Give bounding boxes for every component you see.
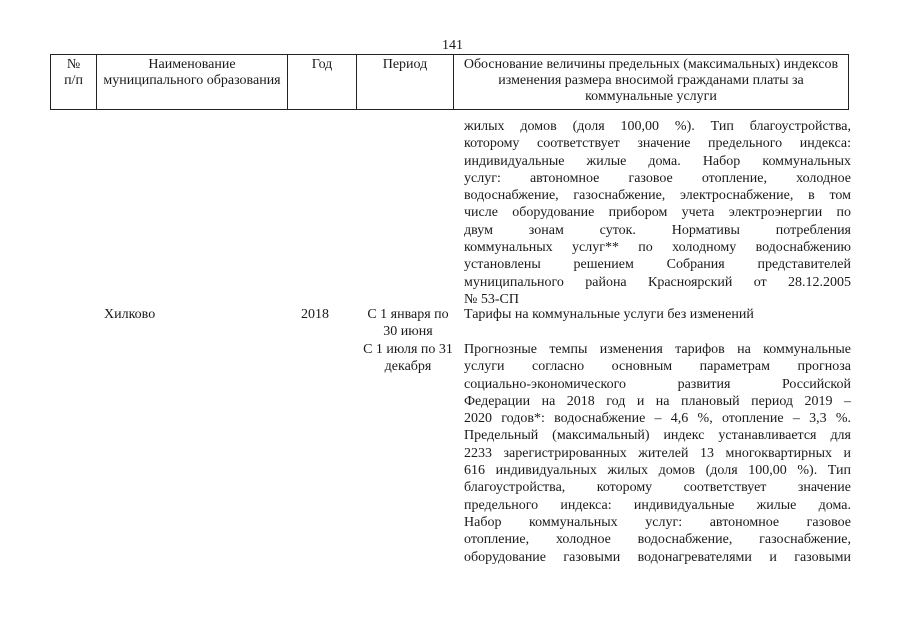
text-line: коммунальных услуг** по холодному водоснабжению <box>464 240 851 256</box>
text-line: установлены решением Собрания представителей <box>464 257 851 273</box>
continuation-basis-text <box>464 118 851 308</box>
table-header <box>50 54 849 110</box>
period-first-half: С 1 января по 30 июня <box>367 307 449 340</box>
text-line: муниципального района Красноярский от 28.12.2005 <box>464 274 851 290</box>
text-line: Набор коммунальных услуг: автономное газовое <box>464 514 851 530</box>
text-line: 2233 зарегистрированных жителей 13 многоквартирных и <box>464 445 851 461</box>
basis-first-half: Тарифы на коммунальные услуги без изменений <box>464 307 754 322</box>
text-line: отопление, холодное водоснабжение, газоснабжение, <box>464 532 851 548</box>
text-line: Федерации на 2018 год и на плановый период 2019 – <box>464 393 851 409</box>
column-header-basis <box>454 55 849 110</box>
text-line: благоустройства, которому соответствует значение <box>464 480 851 496</box>
text-line: Предельный (максимальный) индекс устанавливается для <box>464 428 851 444</box>
row-year: 2018 <box>301 307 329 322</box>
text-line: водоснабжение, газоснабжение, электроснабжение, в том <box>464 188 851 204</box>
column-header-number <box>51 55 97 110</box>
text-line: индивидуальные жилые дома. Набор коммунальных <box>464 153 851 169</box>
column-header-name-label: Наименование муниципального образования <box>103 57 281 88</box>
text-line: предельного индекса: индивидуальные жилые дома. <box>464 497 851 513</box>
basis-second-half <box>464 341 851 566</box>
text-line: № 53-СП <box>464 291 519 307</box>
text-line: 616 индивидуальных жилых домов (доля 100,00 %). Тип <box>464 463 851 479</box>
column-header-year <box>288 55 357 110</box>
text-line: жилых домов (доля 100,00 %). Тип благоустройства, <box>464 119 851 134</box>
text-line: оборудование газовыми водонагревателями и газовыми <box>464 549 851 565</box>
text-line: числе оборудование прибором учета электроэнергии по <box>464 205 851 221</box>
column-header-name <box>97 55 288 110</box>
text-line: социально-экономического развития Российской <box>464 376 851 392</box>
column-header-year-label: Год <box>311 57 333 72</box>
text-line: услуги согласно основным параметрам прогноза <box>464 359 851 375</box>
page-number: 141 <box>442 38 463 53</box>
column-header-number-label: № п/п <box>64 57 83 88</box>
text-line: 2020 годов*: водоснабжение – 4,6 %, отопление – 3,3 %. <box>464 411 851 427</box>
column-header-basis-label: Обоснование величины предельных (максимальных) индексов изменения размера вносимой гражданами платы за коммунальные услуги <box>463 57 839 104</box>
text-line: Прогнозные темпы изменения тарифов на коммунальные <box>464 342 851 357</box>
text-line: двум зонам суток. Нормативы потребления <box>464 222 851 238</box>
period-second-half: С 1 июля по 31 декабря <box>363 342 453 375</box>
column-header-period <box>357 55 454 110</box>
text-line: услуг: автономное газовое отопление, холодное <box>464 170 851 186</box>
municipality-name: Хилково <box>104 307 156 322</box>
text-line: которому соответствует значение предельного индекса: <box>464 136 851 152</box>
column-header-period-label: Период <box>382 57 428 72</box>
